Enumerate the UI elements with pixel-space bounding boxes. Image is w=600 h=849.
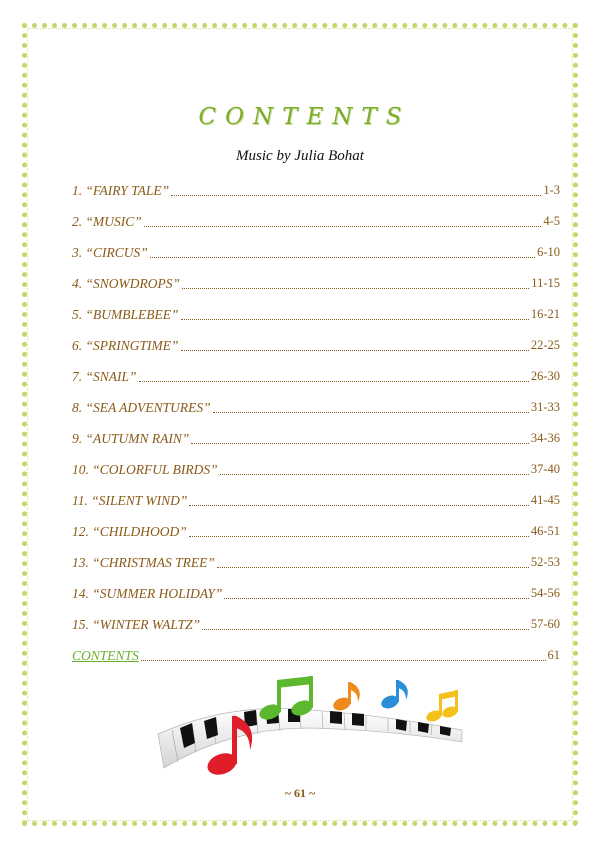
page-title: CONTENTS — [198, 104, 411, 130]
toc-entry[interactable] — [72, 299, 560, 330]
toc-entry[interactable] — [72, 206, 560, 237]
toc-entry-title: 1. “FAIRY TALE” — [72, 182, 170, 198]
toc-entry-pages: 37-40 — [530, 462, 560, 476]
toc-entry-title: CONTENTS — [72, 647, 139, 663]
toc-entry-pages: 46-51 — [530, 524, 560, 538]
toc-entry[interactable] — [72, 547, 560, 578]
toc-entry-pages: 26-30 — [530, 369, 560, 383]
toc-entry-pages: 54-56 — [530, 586, 560, 600]
orange-music-note-icon — [331, 682, 359, 713]
toc-entry-pages: 22-25 — [530, 338, 560, 352]
dot-leader — [181, 349, 529, 351]
toc-entry[interactable] — [72, 392, 560, 423]
dot-leader — [224, 597, 528, 599]
toc-entry-title: 7. “SNAIL” — [72, 368, 137, 384]
toc-entry-title: 3. “CIRCUS” — [72, 244, 148, 260]
toc-entry[interactable] — [72, 423, 560, 454]
toc-entry-pages: 11-15 — [531, 276, 560, 290]
dot-leader — [182, 287, 529, 289]
toc-entry-contents-link[interactable] — [72, 640, 560, 671]
toc-entry-pages: 16-21 — [530, 307, 560, 321]
toc-entry-pages: 61 — [547, 648, 560, 662]
toc-entry[interactable] — [72, 330, 560, 361]
dot-leader — [139, 380, 529, 382]
dot-leader — [217, 566, 529, 568]
page-number: ~ 61 ~ — [284, 786, 316, 800]
toc-entry[interactable] — [72, 454, 560, 485]
dot-leader — [189, 535, 529, 537]
dot-leader — [141, 659, 546, 661]
piano-keys-music-notes-illustration — [150, 672, 470, 782]
dot-leader — [189, 504, 528, 506]
dot-leader — [181, 318, 529, 320]
toc-entry-title: 4. “SNOWDROPS” — [72, 275, 181, 291]
toc-entry-title: 5. “BUMBLEBEE” — [72, 306, 179, 322]
yellow-music-note-icon — [425, 690, 459, 723]
toc-entry[interactable] — [72, 578, 560, 609]
toc-entry[interactable] — [72, 609, 560, 640]
toc-entry-title: 2. “MUSIC” — [72, 213, 142, 229]
toc-entry-pages: 31-33 — [530, 400, 560, 414]
dot-leader — [150, 256, 535, 258]
subtitle: Music by Julia Bohat — [236, 148, 364, 164]
toc-entry-title: 9. “AUTUMN RAIN” — [72, 430, 190, 446]
dot-leader — [220, 473, 529, 475]
toc-entry-title: 13. “CHRISTMAS TREE” — [72, 554, 215, 570]
toc-entry[interactable] — [72, 175, 560, 206]
toc-entry-pages: 52-53 — [530, 555, 560, 569]
dot-leader — [202, 628, 529, 630]
toc-entry-title: 10. “COLORFUL BIRDS” — [72, 461, 218, 477]
toc-entry[interactable] — [72, 268, 560, 299]
toc-entry-pages: 41-45 — [530, 493, 560, 507]
dot-leader — [191, 442, 528, 444]
table-of-contents — [72, 175, 560, 671]
toc-entry-title: 14. “SUMMER HOLIDAY” — [72, 585, 223, 601]
toc-entry-pages: 34-36 — [530, 431, 560, 445]
toc-entry-title: 11. “SILENT WIND” — [72, 492, 188, 508]
toc-entry-title: 8. “SEA ADVENTURES” — [72, 399, 211, 415]
toc-entry[interactable] — [72, 516, 560, 547]
dot-leader — [213, 411, 529, 413]
dot-leader — [171, 194, 541, 196]
blue-music-note-icon — [379, 680, 407, 711]
toc-entry-pages: 1-3 — [543, 183, 560, 197]
toc-entry-pages: 57-60 — [530, 617, 560, 631]
toc-entry-title: 15. “WINTER WALTZ” — [72, 616, 201, 632]
toc-entry-title: 6. “SPRINGTIME” — [72, 337, 179, 353]
dot-leader — [144, 225, 542, 227]
toc-entry-pages: 4-5 — [543, 214, 560, 228]
toc-entry[interactable] — [72, 237, 560, 268]
toc-entry-pages: 6-10 — [537, 245, 560, 259]
toc-entry[interactable] — [72, 361, 560, 392]
toc-entry-title: 12. “CHILDHOOD” — [72, 523, 187, 539]
toc-entry[interactable] — [72, 485, 560, 516]
